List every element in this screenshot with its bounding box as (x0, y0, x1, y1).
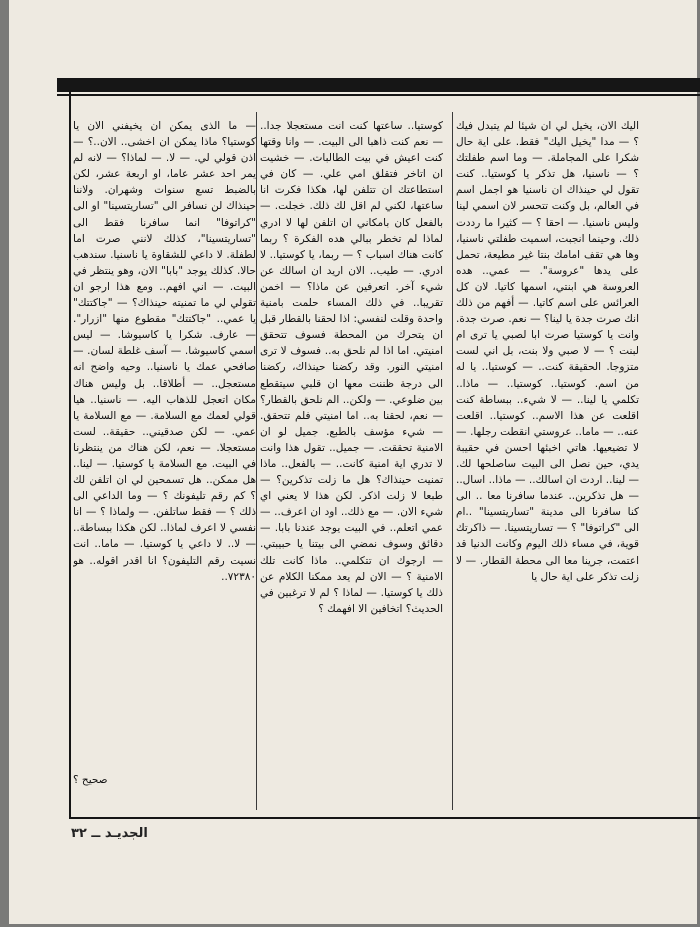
left-frame-line (69, 78, 71, 818)
magazine-page (9, 0, 697, 924)
column-text-end: صحيح ؟ (73, 774, 108, 786)
column-divider (256, 112, 257, 810)
text-column-right (456, 118, 639, 810)
column-divider (452, 112, 453, 810)
top-rule (57, 78, 700, 92)
page-footer: الجديـد ــ ٣٢ (71, 826, 148, 841)
text-column-left-end (73, 772, 256, 794)
bottom-frame-line (69, 817, 700, 819)
text-column-middle (260, 118, 443, 810)
top-rule-thin (57, 94, 700, 96)
column-text: كوستيا.. ساعتها كنت انت مستعجلا جدا.. — نعم كنت ذاهبا الى البيت. — وانا وقتها كنت اعيش في بيت الطالبات. — خشيت ان اتاخر فتقلق امي علي. — كان في استطاعتك ان تتلفن لها، هكذا فكرت انا ساعتها، لكني لم اقل لك ذلك. خجلت. — بالفعل كان بامكاني ان اتلفن لها لا ادري لماذا لم تخطر ببالي هده الفكرة ؟ ربما كانت هناك اسباب ؟ — ربما، يا كوستيا.. لا ادري. — طيب.. الان اريد ان اسالك عن شيء آخر. اتعرفين عن ماذا؟ — اخمن تقريبا.. في ذلك المساء حلمت بامنية واحدة وقلت لنفسي: اذا لحقنا بالقطار قبل ان يتحرك من المحطة فسوف تتحقق امنيتي. اما اذا لم نلحق به.. فسوف لا ترى امنيتي النور. وقد ركضنا حينذاك، ركضنا الى درجة ظننت معها ان قلبي سيتقطع بين ضلوعي. — ولكن.. الم نلحق بالقطار؟ — نعم، لحقنا به.. اما امنيتي فلم تتحقق. — شيء مؤسف بالطبع. جميل لو ان الامنية تحققت. — جميل.. تقول هذا وانت لا تدري اية امنية كانت.. — بالفعل.. ماذا تمنيت حينذاك؟ هل ما زلت تذكرين؟ — طبعا لا زلت اذكر. لكن هذا لا يعني اي شيء الان. — مع ذلك.. اود ان اعرف.. — عمي اتعلم.. في البيت يوجد عندنا بابا. — دقائق وسوف نمضي الى بيتنا يا حبيبتي. — ارجوك ان تتكلمي.. ماذا كانت تلك الامنية ؟ — الان لم يعد ممكنا الكلام عن ذلك يا كوستيا. — لماذا ؟ لم لا ترغبين في الحديث؟ اتخافين الا افهمك ؟ (260, 120, 443, 615)
text-column-left (73, 118, 256, 766)
column-text: — ما الذى يمكن ان يخيفني الان يا كوستيا؟ ماذا يمكن ان اخشى.. الان..؟ — اذن قولي لي. — لا. — لماذا؟ — لانه لم يمر احد عشر عاما، او اربعة عشر، لكن بالضبط تسع سنوات وشهران. ولاننا حينذاك لن نسافر الى "تساريتسينا" او الى "كراتوفا" انما سافرنا فقط الى "تساريتسينا"، كذلك لانني صرت اما لطفلة. لا داعي للشقاوة يا ناسنيا. سندهب حالا. كذلك يوجد "بابا" الان، وهو ينتظر في البيت. — اني افهم.. ومع هذا ارجو ان تقولي لي ما تمنيته حينذاك؟ — "جاكتتك" يا عمي.. "جاكتتك" مقطوع منها "ازرار". — عارف. شكرا يا كاسيوشا. — ليس اسمي كاسيوشا. — آسف غلطة لسان. — صافحي عمك يا ناسنيا.. وحيه واضح انه مستعجل.. — أطلاقا.. بل وليس هناك مكان اتعجل للذهاب اليه. — ناسنيا.. هيا قولي لعمك مع السلامة. — مع السلامة يا عمي. — لكن صدقيني.. حقيقة.. لست مستعجلا. — نعم، لكن هناك من ينتظرنا في البيت. مع السلامة يا كوستيا. — لينا.. هل ممكن.. هل تسمحين لي ان اتلفن لك ؟ كم رقم تليفونك ؟ — وما الداعي الى ذلك ؟ — فقط ساتلفن. — ولماذا ؟ — انا نفسي لا اعرف لماذا.. لكن هكذا ببساطة.. — لا.. لا داعي يا كوستيا. — ماما.. انت نسيت رقم التليفون؟ انا اقدر اقوله.. هو ٧٢٣٨٠.. (73, 120, 256, 583)
column-text: اليك الان، يخيل لي ان شيئا لم يتبدل فيك ؟ — مدا "يخيل اليك" فقط. على اية حال شكرا على المجاملة. — وما اسم طفلتك ؟ — ناسنيا، هل تذكر يا كوستيا.. كنت تقول لي حينذاك ان ناسنيا هو اجمل اسم في العالم، بل وكنت تتحسر لان اسمي لينا وليس ناسنيا. — احقا ؟ — كثيرا ما رددت ذلك. وحينما انجبت، اسميت طفلتي ناسنيا، وها هي تقف امامك بنتا غير مطيعة، تحمل على يدها "عروسة". — عمي.. هده العروسة هي ابنتي، اسمها كاتيا. لان كل العرائس على اسم كاتيا. — أفهم من ذلك انك صرت جدة يا لينا؟ — نعم. صرت جدة. وانت يا كوستيا صرت ابا لصبي يا ترى ام لبنت ؟ — لا صبي ولا بنت، بل اني لست متزوجا. الحقيقة كنت.. — كوستيا.. يا له من اسم. كوستيا.. كوستيا.. — ماذا.. تكلمي يا لينا.. — لا شيء.. ببساطة كنت اقلعت عن هذا الاسم.. كوستيا.. اقلعت عنه.. — ماما.. عروستي انقطت رجلها. — لا تضيعيها. هاتي اخبئها احسن في حقيبة يدي، حين نصل الى البيت ساصلحها لك. — لينا.. اردت ان اسالك.. — ماذا.. اسال.. — هل تذكرين.. عندما سافرنا معا .. الى كنا سافرنا الى مدينة "تساريتسينا" ..ام الى "كراتوفا" ؟ — تساريتسينا. — ذاكرتك قوية، في مساء ذلك اليوم وكانت الدنيا قد اعتمت، جرينا معا الى محطة القطار. — لا زلت تذكر على اية حال يا (456, 120, 639, 583)
